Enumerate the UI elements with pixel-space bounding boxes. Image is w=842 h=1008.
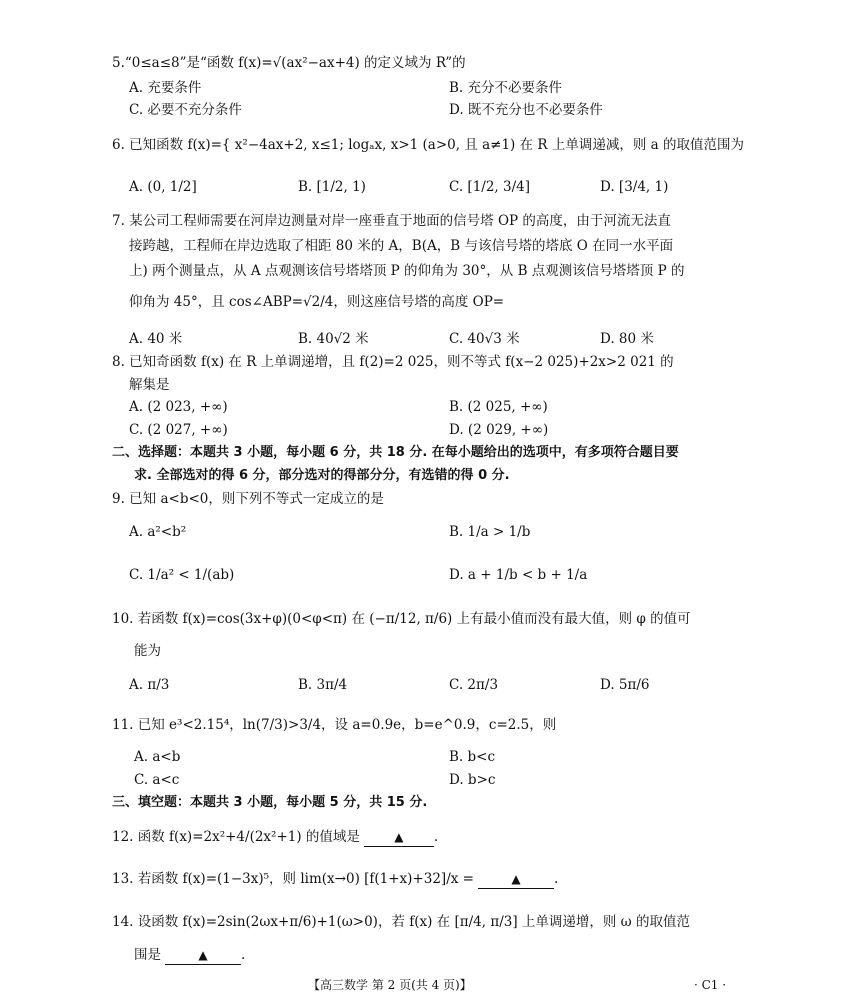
q11-stem: 11. 已知 e³<2.15⁴，ln(7/3)>3/4，设 a=0.9e，b=e^0.9，c=2.5，则 [112, 717, 557, 733]
q7-option-a: A. 40 米 [129, 331, 183, 347]
q9-option-a: A. a²<b² [129, 524, 187, 540]
q5-stem: 5.“0≤a≤8”是“函数 f(x)=√(ax²−ax+4) 的定义域为 R”的 [112, 55, 466, 71]
q9-stem: 9. 已知 a<b<0，则下列不等式一定成立的是 [112, 491, 384, 507]
q7-line-2: 接跨越，工程师在岸边选取了相距 80 米的 A，B(A，B 与该信号塔的塔底 O 在同一水平面 [129, 238, 674, 254]
q5-option-a: A. 充要条件 [129, 80, 202, 96]
q12-period: . [433, 829, 439, 845]
q7-option-b: B. 40√2 米 [298, 331, 369, 347]
q5-option-c: C. 必要不充分条件 [129, 102, 242, 118]
q7-line-4: 仰角为 45°，且 cos∠ABP=√2/4，则这座信号塔的高度 OP= [129, 294, 505, 310]
q14-triangle-marker: ▲ [198, 948, 208, 962]
q13-period: . [553, 871, 559, 887]
q10-option-c: C. 2π/3 [449, 677, 499, 693]
q13-triangle-marker: ▲ [511, 872, 521, 886]
q12-answer-blank [364, 828, 434, 847]
q7-option-d: D. 80 米 [600, 331, 654, 347]
q10-option-b: B. 3π/4 [298, 677, 348, 693]
q6-option-b: B. [1/2, 1) [298, 179, 366, 195]
q13-line [112, 870, 558, 889]
q5-option-b: B. 充分不必要条件 [449, 80, 563, 96]
q11-option-b: B. b<c [449, 749, 496, 765]
section-2-heading: 二、选择题：本题共 3 小题，每小题 6 分，共 18 分. 在每小题给出的选项中，有多项符合题目要 [112, 445, 679, 460]
q13-answer-blank [478, 870, 554, 889]
q12-stem: 12. 函数 f(x)=2x²+4/(2x²+1) 的值域是 [112, 829, 360, 845]
page-footer: 【高三数学 第 2 页(共 4 页)】 [308, 978, 472, 992]
q14-stem-cont: 围是 [134, 947, 161, 963]
q6-option-d: D. [3/4, 1) [600, 179, 669, 195]
q6-option-c: C. [1/2, 3/4] [449, 179, 530, 195]
q9-option-d: D. a + 1/b < b + 1/a [449, 567, 588, 583]
q13-stem: 13. 若函数 f(x)=(1−3x)⁵，则 lim(x→0) [f(1+x)+32]/x = [112, 871, 474, 887]
q14-period: . [241, 947, 246, 963]
q6-stem: 6. 已知函数 f(x)={ x²−4ax+2, x≤1; logₐx, x>1 (a>0, 且 a≠1) 在 R 上单调递减，则 a 的取值范围为 [112, 137, 744, 153]
q8-option-b: B. (2 025, +∞) [449, 399, 548, 415]
q14-line-2 [134, 946, 245, 965]
q5-option-d: D. 既不充分也不必要条件 [449, 102, 603, 118]
q9-option-c: C. 1/a² < 1/(ab) [129, 567, 235, 583]
q10-option-a: A. π/3 [129, 677, 170, 693]
q14-answer-blank [165, 946, 241, 965]
page-code: · C1 · [694, 978, 727, 992]
q8-line-2: 解集是 [129, 377, 170, 393]
q8-line-1: 8. 已知奇函数 f(x) 在 R 上单调递增，且 f(2)=2 025，则不等式 f(x−2 025)+2x>2 021 的 [112, 354, 674, 370]
q11-option-a: A. a<b [134, 749, 181, 765]
q7-option-c: C. 40√3 米 [449, 331, 520, 347]
q10-line-1: 10. 若函数 f(x)=cos(3x+φ)(0<φ<π) 在 (−π/12, π/6) 上有最小值而没有最大值，则 φ 的值可 [112, 611, 691, 627]
q8-option-c: C. (2 027, +∞) [129, 422, 228, 438]
q10-line-2: 能为 [134, 643, 161, 659]
q11-option-c: C. a<c [134, 772, 180, 788]
section-2-heading-cont: 求. 全部选对的得 6 分，部分选对的得部分分，有选错的得 0 分. [134, 468, 510, 483]
q12-line [112, 828, 438, 847]
q7-line-3: 上) 两个测量点，从 A 点观测该信号塔塔顶 P 的仰角为 30°，从 B 点观测该信号塔塔顶 P 的 [129, 263, 685, 279]
q9-option-b: B. 1/a > 1/b [449, 524, 531, 540]
q8-option-d: D. (2 029, +∞) [449, 422, 549, 438]
q10-option-d: D. 5π/6 [600, 677, 650, 693]
section-3-heading: 三、填空题：本题共 3 小题，每小题 5 分，共 15 分. [112, 795, 428, 810]
q7-line-1: 7. 某公司工程师需要在河岸边测量对岸一座垂直于地面的信号塔 OP 的高度，由于河流无法直 [112, 213, 671, 229]
q12-triangle-marker: ▲ [394, 830, 404, 844]
q11-option-d: D. b>c [449, 772, 496, 788]
q14-line-1: 14. 设函数 f(x)=2sin(2ωx+π/6)+1(ω>0)，若 f(x) 在 [π/4, π/3] 上单调递增，则 ω 的取值范 [112, 914, 690, 930]
q6-option-a: A. (0, 1/2] [129, 179, 197, 195]
q8-option-a: A. (2 023, +∞) [129, 399, 228, 415]
